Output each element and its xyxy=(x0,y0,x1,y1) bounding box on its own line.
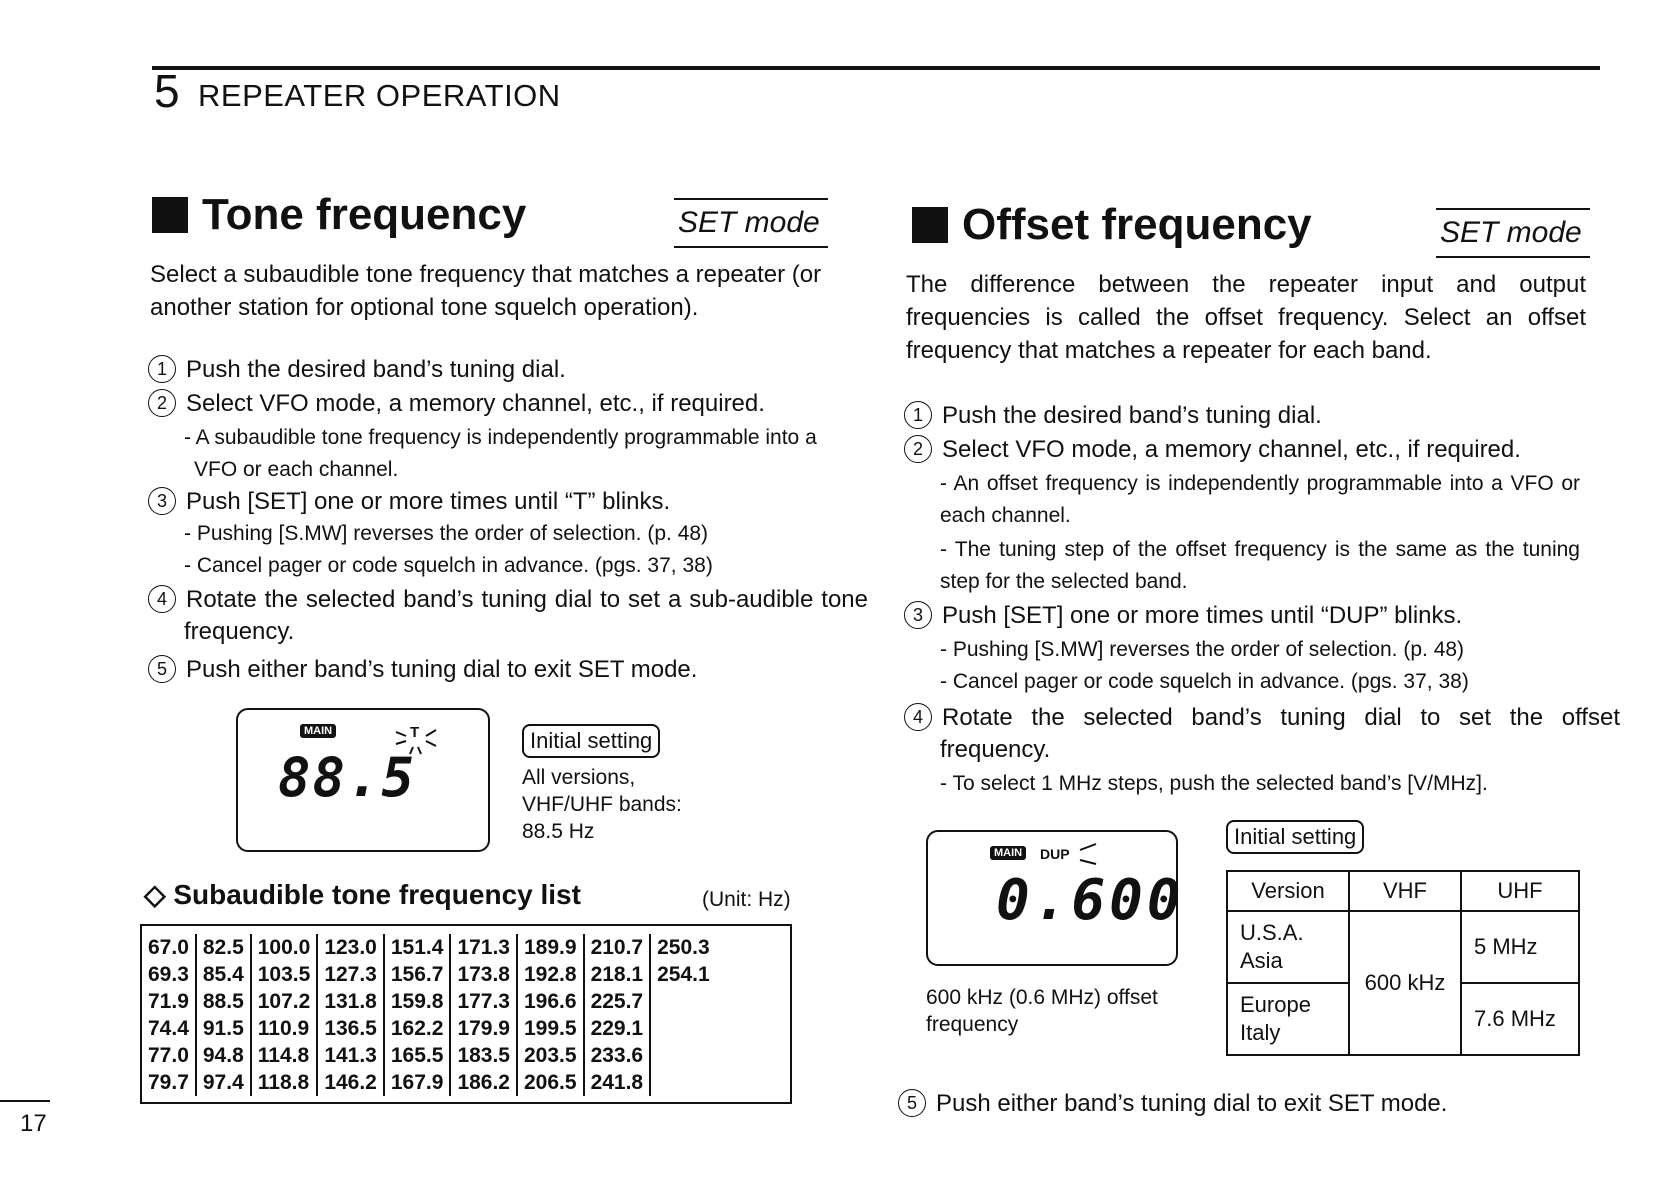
tone-column xyxy=(450,934,517,1096)
tone-value: 162.2 xyxy=(390,1017,444,1040)
offset-table xyxy=(1226,870,1580,1056)
tone-column xyxy=(317,934,384,1096)
dup-indicator: DUP xyxy=(1040,846,1070,862)
tone-value: 103.5 xyxy=(257,963,311,986)
tone-step-2-note: - A subaudible tone frequency is independently programmable into a VFO or each channel. xyxy=(184,426,817,481)
tone-column xyxy=(584,934,651,1096)
uhf-offset-usa: 5 MHz xyxy=(1461,911,1579,983)
tone-value: 189.9 xyxy=(524,936,577,959)
tone-step-3: 3 Push [SET] one or more times until “T” blinks. xyxy=(148,486,848,518)
offset-frequency-heading xyxy=(912,200,1312,250)
tone-lcd-display xyxy=(236,708,490,852)
section-square-icon xyxy=(912,207,948,243)
offset-step-3-note-a: - Pushing [S.MW] reverses the order of selection. (p. 48) xyxy=(940,638,1465,661)
header-rule xyxy=(152,66,1600,70)
tone-step-1: 1 Push the desired band’s tuning dial. xyxy=(148,354,848,386)
tone-step-3-note-a: - Pushing [S.MW] reverses the order of selection. (p. 48) xyxy=(184,522,709,545)
tone-step-2: 2 Select VFO mode, a memory channel, etc., if required. xyxy=(148,388,848,420)
tone-list-table xyxy=(140,924,792,1104)
vhf-offset: 600 kHz xyxy=(1349,911,1461,1055)
offset-step-2-note-b: - The tuning step of the offset frequency is the same as the tuning step for the selected band. xyxy=(940,538,1580,593)
tone-initial-setting xyxy=(522,724,682,845)
tone-column xyxy=(251,934,318,1096)
offset-frequency-title: Offset frequency xyxy=(962,200,1312,249)
tone-value: 151.4 xyxy=(390,936,444,959)
tone-value: 67.0 xyxy=(148,936,189,959)
tone-value: 74.4 xyxy=(148,1017,189,1040)
initial-setting-label: Initial setting xyxy=(522,724,660,758)
tone-value: 229.1 xyxy=(590,1017,644,1040)
offset-step-1: 1 Push the desired band’s tuning dial. xyxy=(904,400,1604,432)
offset-lcd-display xyxy=(926,830,1185,966)
offset-intro: The difference between the repeater input and output frequencies is called the offset frequency. Select an offset frequency that matches a repeater for each band. xyxy=(906,271,1586,364)
tone-value: 183.5 xyxy=(457,1044,510,1067)
tone-value: 165.5 xyxy=(390,1044,444,1067)
offset-step-3: 3 Push [SET] one or more times until “DUP” blinks. xyxy=(904,600,1604,632)
tone-value: 71.9 xyxy=(148,990,189,1013)
blink-rays-icon xyxy=(1076,838,1106,868)
tone-t-indicator: T xyxy=(410,724,420,741)
offset-step-2-note-a: - An offset frequency is independently programmable into a VFO or each channel. xyxy=(940,472,1580,527)
initial-line-2: VHF/UHF bands: xyxy=(522,793,682,816)
tone-value: 167.9 xyxy=(390,1071,444,1094)
chapter-number: 5 xyxy=(154,65,180,117)
tone-value: 69.3 xyxy=(148,963,189,986)
tone-value: 171.3 xyxy=(457,936,510,959)
tone-value: 91.5 xyxy=(202,1017,244,1040)
tone-value: 82.5 xyxy=(202,936,244,959)
col-vhf: VHF xyxy=(1349,871,1461,911)
tone-value: 114.8 xyxy=(257,1044,310,1067)
tone-column xyxy=(650,934,716,1096)
tone-value: 241.8 xyxy=(590,1071,644,1094)
tone-value: 206.5 xyxy=(524,1071,577,1094)
tone-value: 88.5 xyxy=(202,990,244,1013)
offset-step-2: 2 Select VFO mode, a memory channel, etc., if required. xyxy=(904,434,1604,466)
initial-line-1: All versions, xyxy=(522,766,636,789)
tone-value: 218.1 xyxy=(590,963,644,986)
tone-column xyxy=(384,934,451,1096)
tone-column xyxy=(142,934,196,1096)
tone-column xyxy=(196,934,251,1096)
offset-step-4-note: - To select 1 MHz steps, push the selected band’s [V/MHz]. xyxy=(940,772,1488,795)
tone-frequency-title: Tone frequency xyxy=(202,190,527,239)
main-badge: MAIN xyxy=(990,846,1026,860)
offset-lcd-digits: 0.600 xyxy=(996,868,1185,933)
tone-value: 159.8 xyxy=(390,990,444,1013)
tone-value: 123.0 xyxy=(324,936,377,959)
tone-value: 131.8 xyxy=(324,990,377,1013)
tone-value: 210.7 xyxy=(590,936,644,959)
tone-value: 186.2 xyxy=(457,1071,510,1094)
tone-value: 192.8 xyxy=(524,963,577,986)
tone-list-unit: (Unit: Hz) xyxy=(702,888,791,911)
tone-column xyxy=(517,934,584,1096)
tone-value: 79.7 xyxy=(148,1071,189,1094)
tone-value: 141.3 xyxy=(324,1044,377,1067)
tone-value: 233.6 xyxy=(590,1044,644,1067)
tone-set-mode-label: SET mode xyxy=(674,198,828,248)
tone-list-title: ◇ Subaudible tone frequency list xyxy=(144,879,581,910)
tone-value: 196.6 xyxy=(524,990,577,1013)
section-square-icon xyxy=(152,197,188,233)
offset-step-5: 5 Push either band’s tuning dial to exit SET mode. xyxy=(898,1088,1598,1120)
tone-value: 225.7 xyxy=(590,990,644,1013)
offset-step-4: 4 Rotate the selected band’s tuning dial to set the offset frequency. xyxy=(904,702,1620,766)
tone-value: 127.3 xyxy=(324,963,377,986)
tone-frequency-heading xyxy=(152,190,526,240)
tone-value: 110.9 xyxy=(257,1017,310,1040)
tone-value: 254.1 xyxy=(657,963,710,986)
tone-step-4: 4 Rotate the selected band’s tuning dial to set a sub-audible tone frequency. xyxy=(148,584,868,648)
tone-value: 77.0 xyxy=(148,1044,189,1067)
tone-value: 85.4 xyxy=(202,963,244,986)
tone-value: 97.4 xyxy=(202,1071,244,1094)
offset-set-mode-label: SET mode xyxy=(1436,208,1590,258)
initial-line-3: 88.5 Hz xyxy=(522,820,595,843)
offset-initial-setting xyxy=(1226,820,1364,854)
tone-value: 156.7 xyxy=(390,963,444,986)
tone-intro: Select a subaudible tone frequency that matches a repeater (or another station for optional tone squelch operation). xyxy=(150,261,822,321)
tone-step-3-note-b: - Cancel pager or code squelch in advance. (pgs. 37, 38) xyxy=(184,554,713,577)
tone-value: 203.5 xyxy=(524,1044,577,1067)
page-number: 17 xyxy=(20,1110,47,1137)
tone-value: 136.5 xyxy=(324,1017,377,1040)
tone-lcd-digits: 88.5 xyxy=(278,746,417,809)
initial-setting-label: Initial setting xyxy=(1226,820,1364,854)
tone-value: 173.8 xyxy=(457,963,510,986)
col-version: Version xyxy=(1227,871,1349,911)
tone-value: 179.9 xyxy=(457,1017,510,1040)
tone-value: 100.0 xyxy=(257,936,311,959)
uhf-offset-europe: 7.6 MHz xyxy=(1461,983,1579,1055)
version-europe-italy: Europe Italy xyxy=(1227,983,1349,1055)
tone-value: 107.2 xyxy=(257,990,311,1013)
chapter-title: REPEATER OPERATION xyxy=(198,78,561,113)
offset-step-3-note-b: - Cancel pager or code squelch in advance. (pgs. 37, 38) xyxy=(940,670,1469,693)
version-usa-asia: U.S.A. Asia xyxy=(1227,911,1349,983)
diamond-icon: ◇ xyxy=(144,879,166,910)
tone-value: 177.3 xyxy=(457,990,510,1013)
main-badge: MAIN xyxy=(300,724,336,738)
tone-value: 199.5 xyxy=(524,1017,577,1040)
offset-lcd-caption: 600 kHz (0.6 MHz) offset frequency xyxy=(926,986,1158,1036)
tone-value: 146.2 xyxy=(324,1071,377,1094)
tone-value: 118.8 xyxy=(257,1071,310,1094)
tone-value: 250.3 xyxy=(657,936,710,959)
col-uhf: UHF xyxy=(1461,871,1579,911)
tone-value: 94.8 xyxy=(202,1044,244,1067)
page-number-rule xyxy=(0,1100,50,1102)
tone-step-5: 5 Push either band’s tuning dial to exit SET mode. xyxy=(148,654,848,686)
